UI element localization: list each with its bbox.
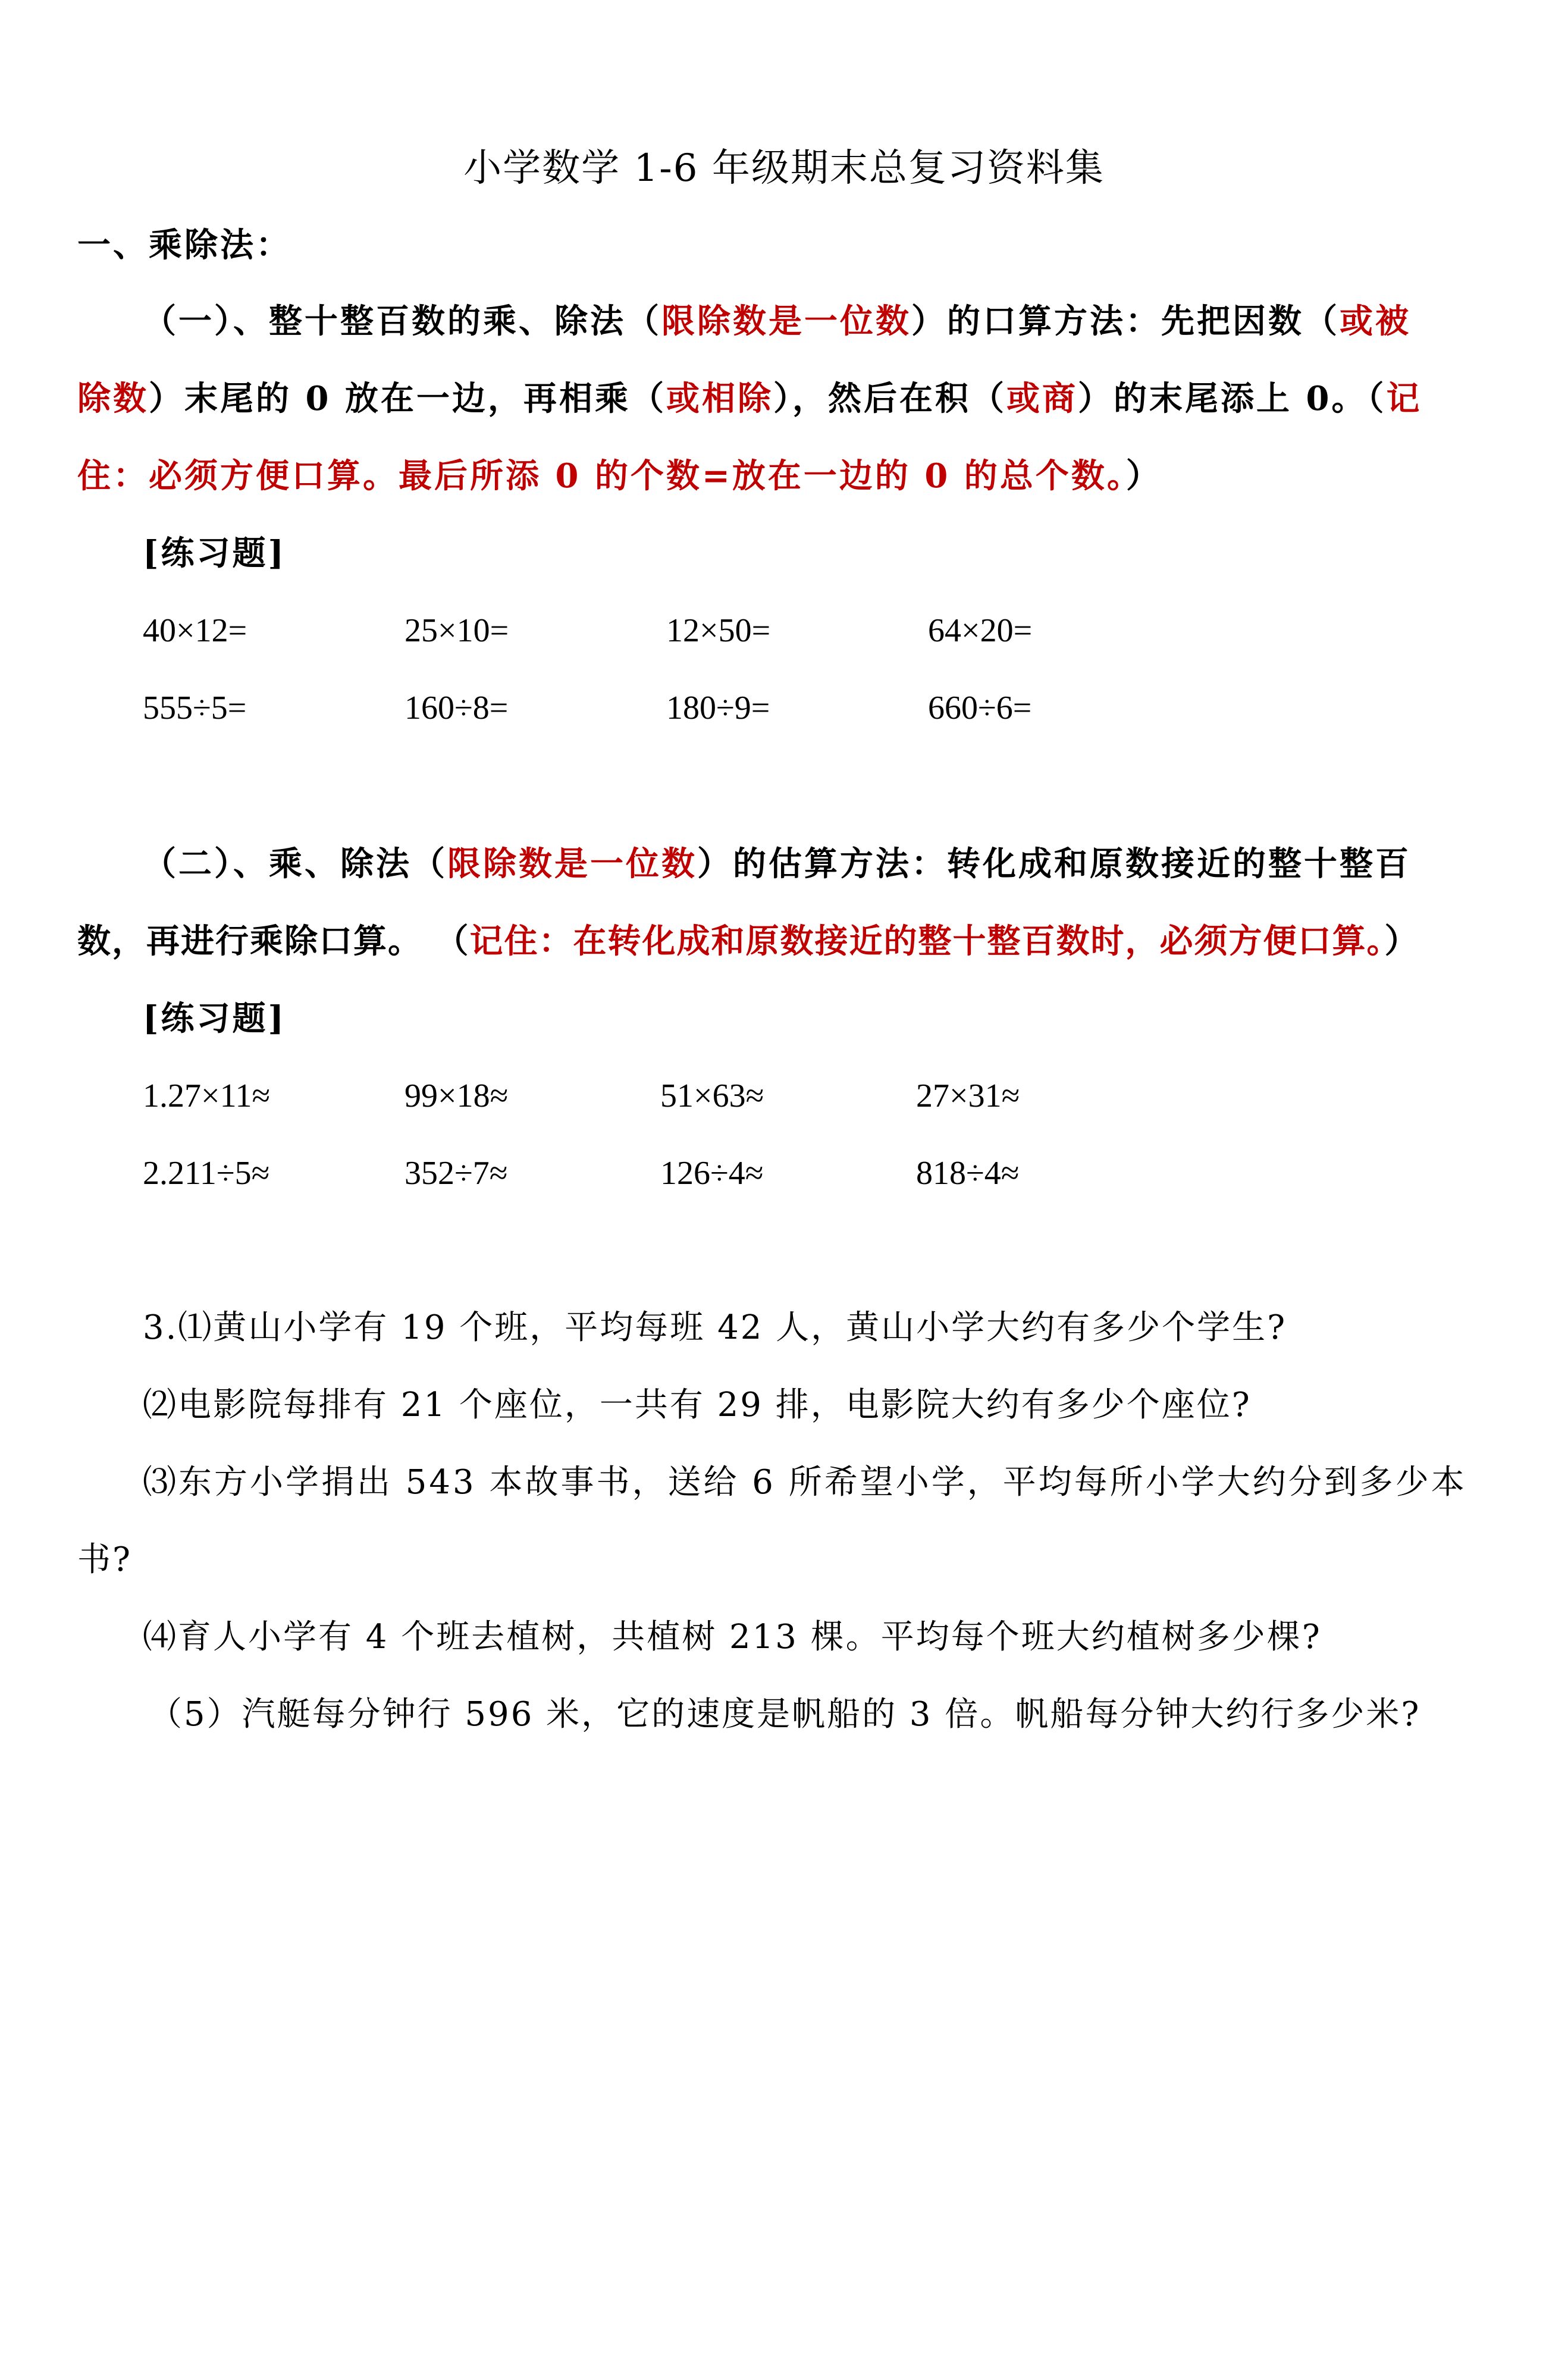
text-run: （二）、乘、除法（ — [143, 844, 447, 884]
document-title: 小学数学 1-6 年级期末总复习资料集 — [463, 146, 1105, 190]
part1-line2 — [77, 375, 1422, 422]
exercise-item: 2.211÷5≈ — [143, 1155, 270, 1192]
exercise-item: 160÷8= — [404, 690, 509, 726]
text-run: 数，再进行乘除口算。 （ — [77, 922, 470, 961]
highlight-run: 除数 — [77, 379, 149, 418]
highlight-run: 或被 — [1340, 302, 1411, 341]
exercise-item: 40×12= — [143, 612, 247, 649]
exercise-item: 1.27×11≈ — [143, 1077, 271, 1114]
part1-line3 — [77, 452, 1162, 500]
word-problem: 3.⑴黄山小学有 19 个班，平均每班 42 人，黄山小学大约有多少个学生? — [143, 1308, 1287, 1347]
highlight-run: 限除数是一位数 — [447, 844, 697, 884]
word-problem: ⑷育人小学有 4 个班去植树，共植树 213 棵。平均每个班大约植树多少棵? — [143, 1618, 1322, 1656]
highlight-run: 记住：在转化成和原数接近的整十整百数时，必须方便口算。 — [469, 922, 1385, 961]
part1-line1 — [143, 297, 1411, 345]
exercise-item: 180÷9= — [666, 690, 770, 726]
text-run: ）的末尾添上 0。（ — [1077, 379, 1387, 418]
text-run: ）的口算方法：先把因数（ — [911, 302, 1340, 341]
exercise-item: 126÷4≈ — [660, 1155, 764, 1192]
part2-line1 — [143, 840, 1411, 888]
section-heading: 一、乘除法： — [77, 225, 291, 265]
exercise-item: 27×31≈ — [916, 1077, 1020, 1114]
word-problem: ⑵电影院每排有 21 个座位，一共有 29 排，电影院大约有多少个座位? — [143, 1386, 1252, 1424]
exercise-item: 99×18≈ — [404, 1077, 509, 1114]
exercise-item: 25×10= — [404, 612, 509, 649]
text-run: ） — [1125, 456, 1162, 496]
word-problem: ⑶东方小学捐出 543 本故事书，送给 6 所希望小学，平均每所小学大约分到多少本 — [143, 1463, 1467, 1502]
highlight-run: 住：必须方便口算。最后所添 0 的个数=放在一边的 0 的总个数。 — [77, 456, 1126, 496]
text-run: ），然后在积（ — [773, 379, 1006, 418]
part2-line2 — [77, 917, 1419, 965]
exercise-item: 660÷6= — [928, 690, 1032, 726]
exercise-item: 51×63≈ — [660, 1077, 764, 1114]
highlight-run: 记 — [1386, 379, 1422, 418]
exercise-item: 555÷5= — [143, 690, 247, 726]
word-problem-continued: 书? — [77, 1540, 133, 1579]
word-problem: （5）汽艇每分钟行 596 米，它的速度是帆船的 3 倍。帆船每分钟大约行多少米? — [149, 1695, 1421, 1734]
text-run: （一）、整十整百数的乘、除法（ — [143, 302, 661, 341]
highlight-run: 或商 — [1006, 379, 1078, 418]
text-run: ）末尾的 0 放在一边，再相乘（ — [149, 379, 666, 418]
exercise-item: 818÷4≈ — [916, 1155, 1020, 1192]
highlight-run: 限除数是一位数 — [661, 302, 911, 341]
exercise-item: 64×20= — [928, 612, 1033, 649]
exercise-item: 352÷7≈ — [404, 1155, 508, 1192]
highlight-run: 或相除 — [666, 379, 773, 418]
text-run: ） — [1384, 922, 1419, 961]
exercise-label: [练习题] — [143, 999, 286, 1038]
exercise-item: 12×50= — [666, 612, 771, 649]
exercise-label: [练习题] — [143, 534, 286, 573]
text-run: ）的估算方法：转化成和原数接近的整十整百 — [697, 844, 1411, 884]
